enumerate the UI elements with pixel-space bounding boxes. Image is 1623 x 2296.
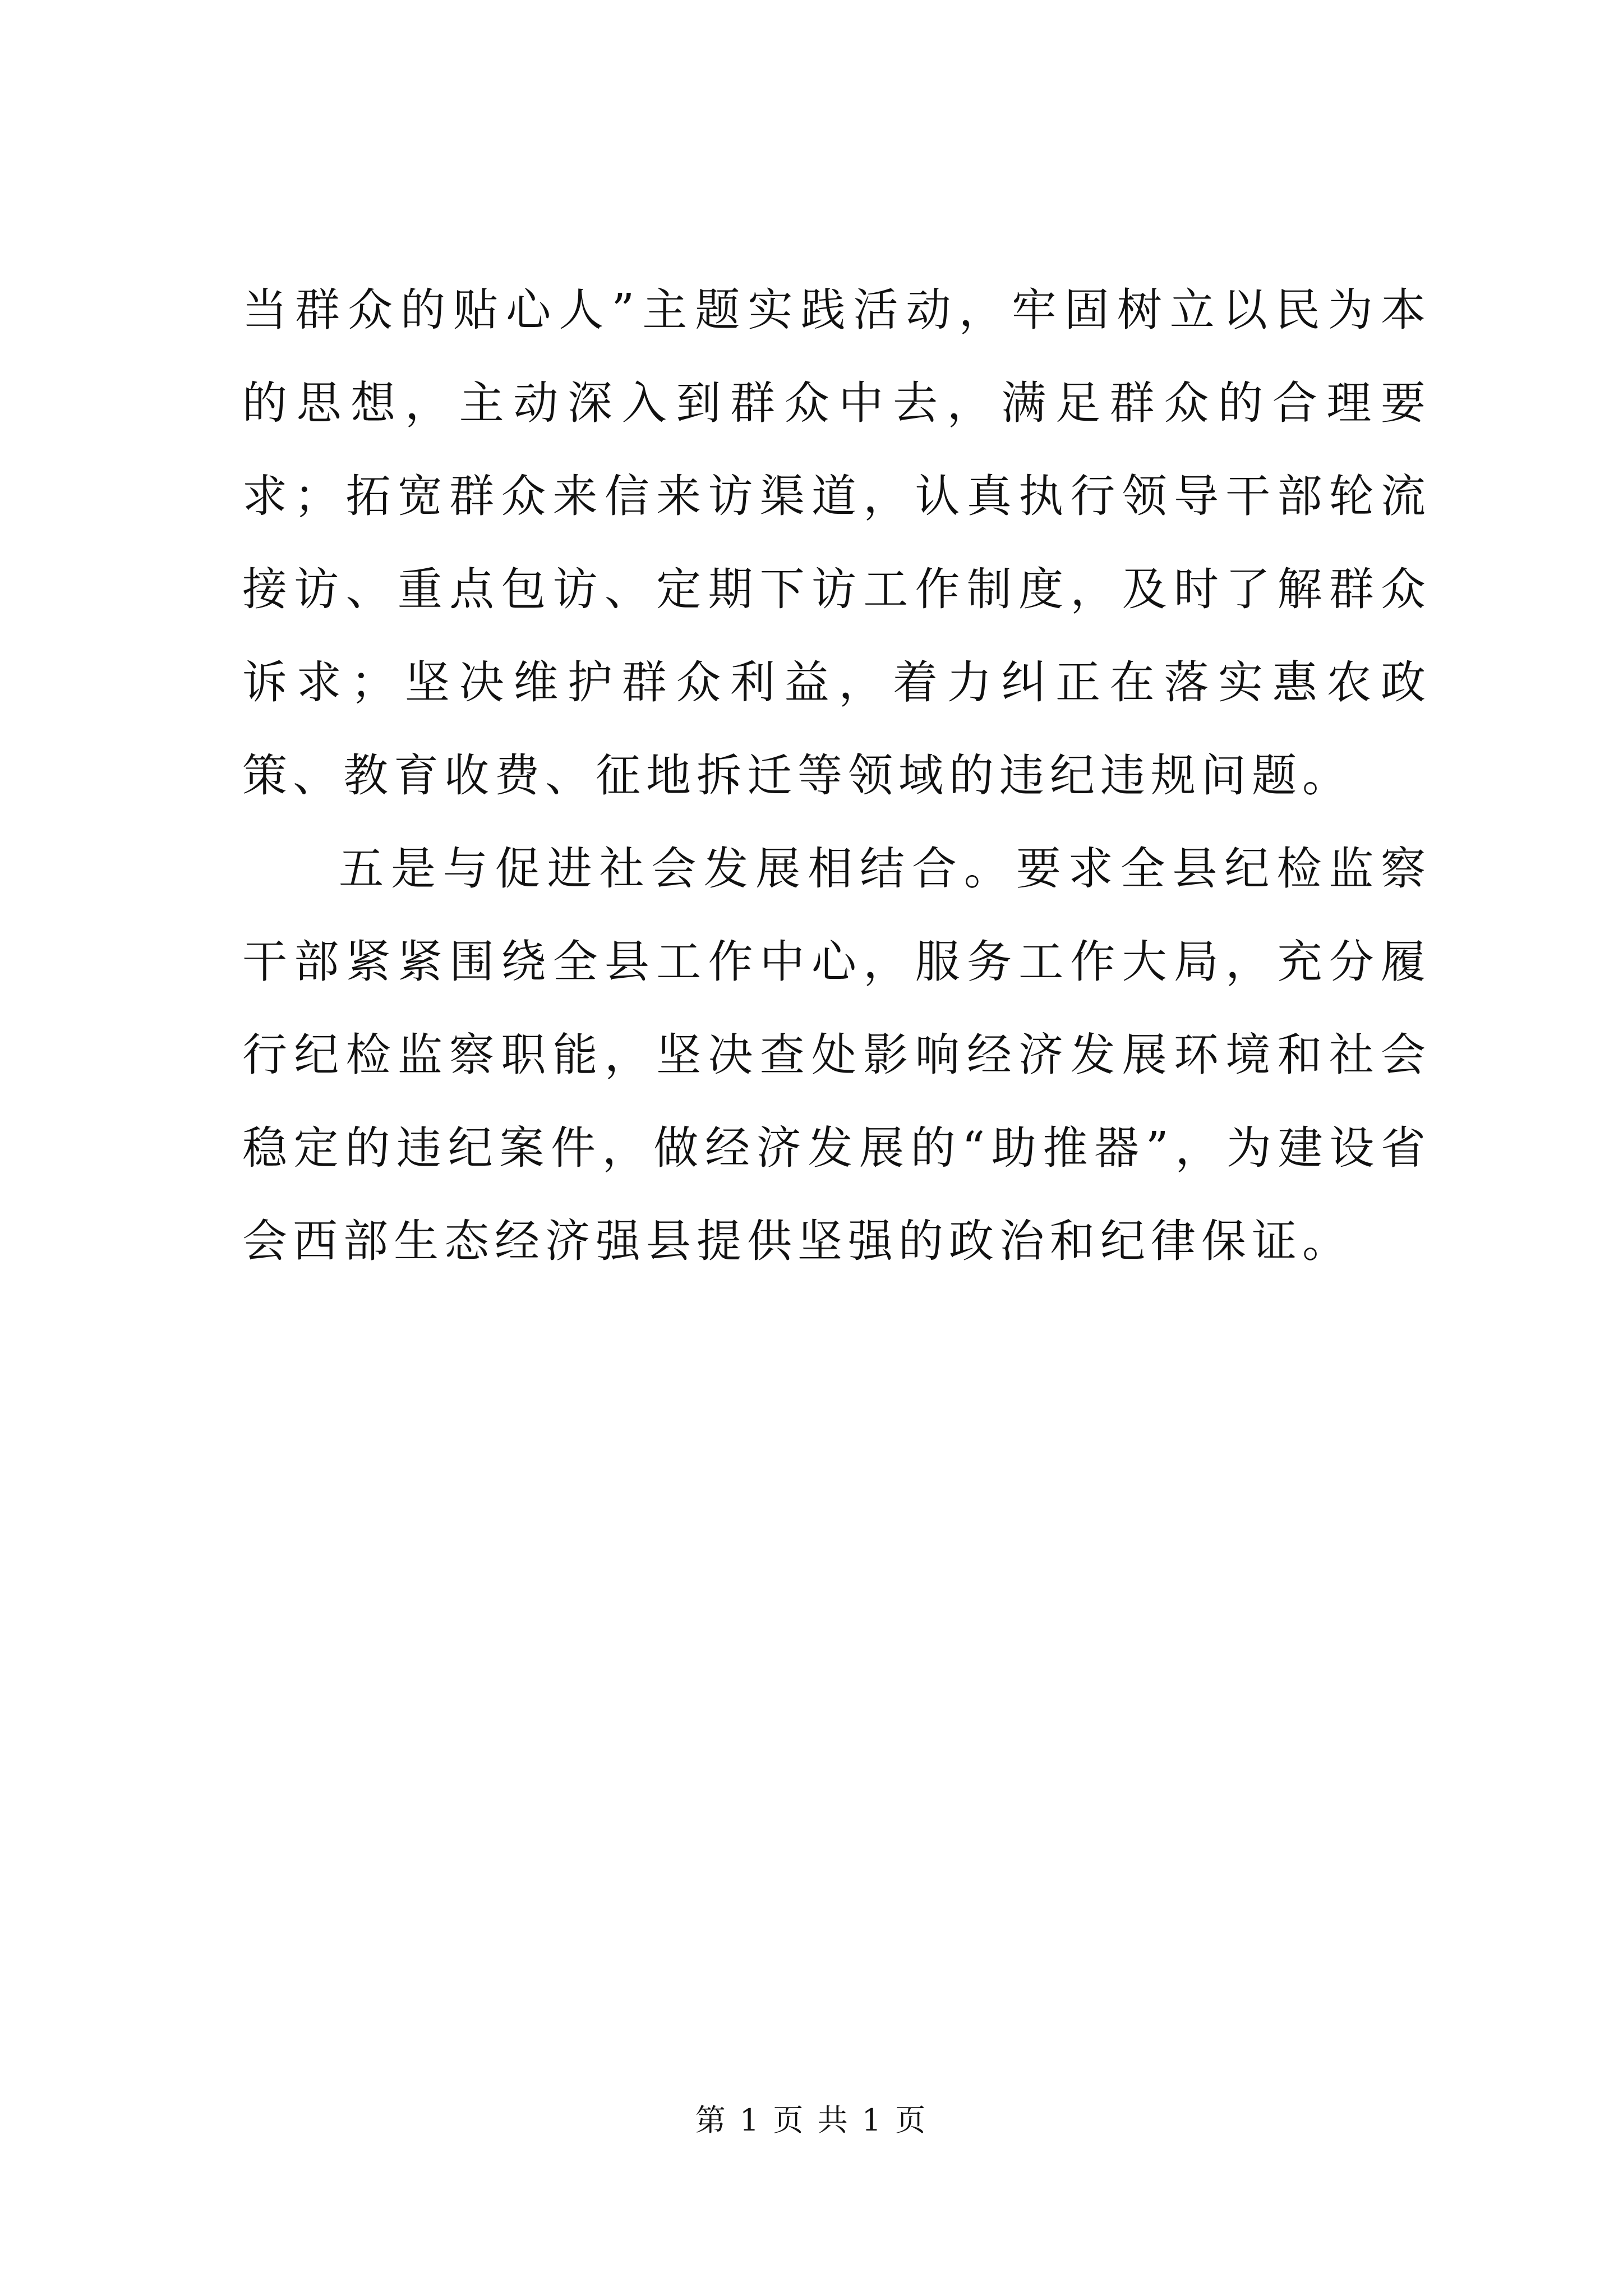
page-footer: 第 1 页 共 1 页 [695, 2102, 928, 2138]
paragraph-continuation: 当群众的贴心人”主题实践活动，牢固树立以民为本的思想，主动深入到群众中去，满足群众的合理要求；拓宽群众来信来访渠道，认真执行领导干部轮流接访、重点包访、定期下访工作制度，及时了解群众诉求；坚决维护群众利益，着力纠正在落实惠农政策、教育收费、征地拆迁等领域的违纪违规问题。 [242, 284, 1431, 802]
document-body [242, 264, 1431, 1288]
paragraph-point-five: 五是与促进社会发展相结合。要求全县纪检监察干部紧紧围绕全县工作中心，服务工作大局，充分履行纪检监察职能，坚决查处影响经济发展环境和社会稳定的违纪案件，做经济发展的“助推器”，为建设省会西部生态经济强县提供坚强的政治和纪律保证。 [242, 843, 1431, 1267]
